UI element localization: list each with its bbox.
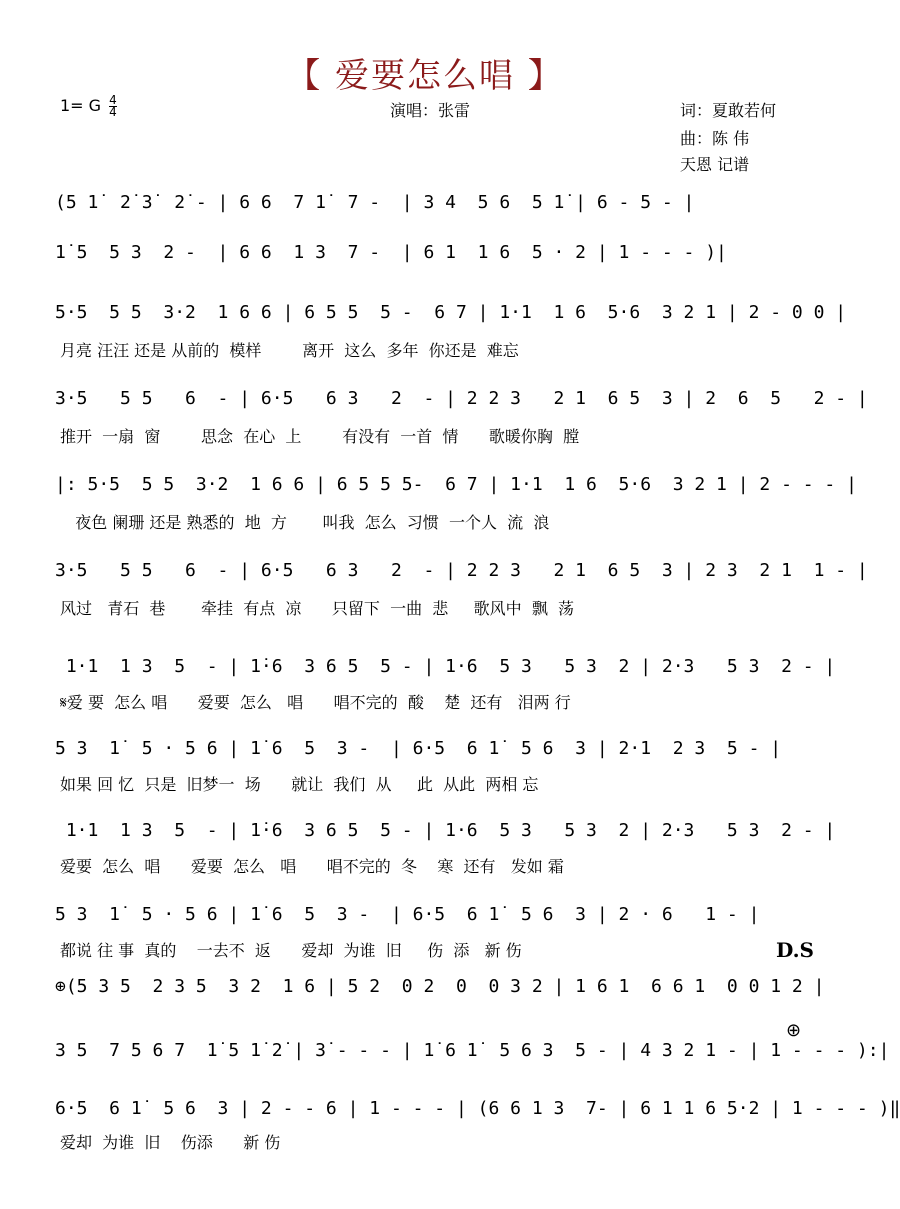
score-line-13: 6·5 6 1̇ 5 6 3 | 2 - - 6 | 1 - - - | (6 6 1 3 7- | 6 1 1 6 5·2 | 1 - - - )‖ (55, 1098, 900, 1119)
lyricist: 词：夏敢若何 (680, 101, 777, 120)
score-line-11: ⊕(5 3 5 2 3 5 3 2 1 6 | 5 2 0 2 0 0 3 2 | 1 6 1 6 6 1 0 0 1 2 | (55, 976, 825, 997)
score-line-6: 3·5 5 5 6 - | 6·5 6 3 2 - | 2 2 3 2 1 6 5 3 | 2 3 2 1 1 - | (55, 560, 868, 581)
key-signature (60, 95, 117, 118)
lyric-line-3: 月亮 汪汪 还是 从前的 模样 离开 这么 多年 你还是 难忘 (60, 341, 519, 360)
composer: 曲：陈 伟 (680, 129, 750, 148)
score-line-8: 5 3 1̇ 5 · 5 6 | 1̇ 6 5 3 - | 6·5 6 1̇ 5 6 3 | 2·1 2 3 5 - | (55, 738, 782, 759)
singer: 演唱：张雷 (390, 101, 471, 120)
lyric-line-8: 如果 回 忆 只是 旧梦一 场 就让 我们 从 此 从此 两相 忘 (60, 775, 539, 794)
key-label: 1= G (60, 96, 102, 115)
lyric-line-9: 爱要 怎么 唱 爱要 怎么 唱 唱不完的 冬 寒 还有 发如 霜 (60, 857, 564, 876)
score-line-2: 1̇ 5 5 3 2 - | 6 6 1 3 7 - | 6 1 1 6 5 · 2 | 1 - - - )| (55, 242, 727, 263)
score-line-4: 3·5 5 5 6 - | 6·5 6 3 2 - | 2 2 3 2 1 6 5 3 | 2 6 5 2 - | (55, 388, 868, 409)
page-title: 【 爱要怎么唱 】 (286, 56, 564, 96)
score-line-3: 5·5 5 5 3·2 1 6 6 | 6 5 5 5 - 6 7 | 1·1 1 6 5·6 3 2 1 | 2 - 0 0 | (55, 302, 847, 323)
score-line-12: 3 5 7 5 6 7 1̇ 5 1̇ 2̇ | 3̇ - - - | 1̇ 6 1̇ 5 6 3 5 - | 4 3 2 1 - | 1 - - - ):| (55, 1040, 890, 1061)
score-line-7: 1·1 1 3 5 - | 1̇·6 3 6 5 5 - | 1·6 5 3 5 3 2 | 2·3 5 3 2 - | (55, 656, 836, 677)
time-bottom: 4 (109, 105, 117, 119)
transcriber: 天恩 记谱 (680, 155, 750, 174)
lyric-line-5: 夜色 阑珊 还是 熟悉的 地 方 叫我 怎么 习惯 一个人 流 浪 (60, 513, 550, 532)
score-line-1: (5 1̇ 2̇ 3̇ 2̇ - | 6 6 7 1̇ 7 - | 3 4 5 6 5 1̇ | 6 - 5 - | (55, 192, 695, 213)
score-line-9: 1·1 1 3 5 - | 1̇·6 3 6 5 5 - | 1·6 5 3 5 3 2 | 2·3 5 3 2 - | (55, 820, 836, 841)
time-top: 4 (109, 93, 117, 107)
score-line-10: 5 3 1̇ 5 · 5 6 | 1̇ 6 5 3 - | 6·5 6 1̇ 5 6 3 | 2 · 6 1 - | (55, 904, 760, 925)
lyric-line-4: 推开 一扇 窗 思念 在心 上 有没有 一首 情 歌暖你胸 膛 (60, 427, 580, 446)
lyric-line-10: 都说 往 事 真的 一去不 返 爱却 为谁 旧 伤 添 新 伤 (60, 941, 522, 960)
ds-marking: D.S (775, 938, 814, 962)
lyric-line-7: 𝄋爱 要 怎么 唱 爱要 怎么 唱 唱不完的 酸 楚 还有 泪两 行 (60, 693, 571, 712)
coda-icon: ⊕ (786, 1020, 802, 1041)
lyric-line-6: 风过 青石 巷 牵挂 有点 凉 只留下 一曲 悲 歌风中 飘 荡 (60, 599, 575, 618)
lyric-line-13: 爱却 为谁 旧 伤添 新 伤 (60, 1133, 281, 1152)
time-signature (109, 95, 117, 118)
score-line-5: |: 5·5 5 5 3·2 1 6 6 | 6 5 5 5- 6 7 | 1·1 1 6 5·6 3 2 1 | 2 - - - | (55, 474, 857, 495)
